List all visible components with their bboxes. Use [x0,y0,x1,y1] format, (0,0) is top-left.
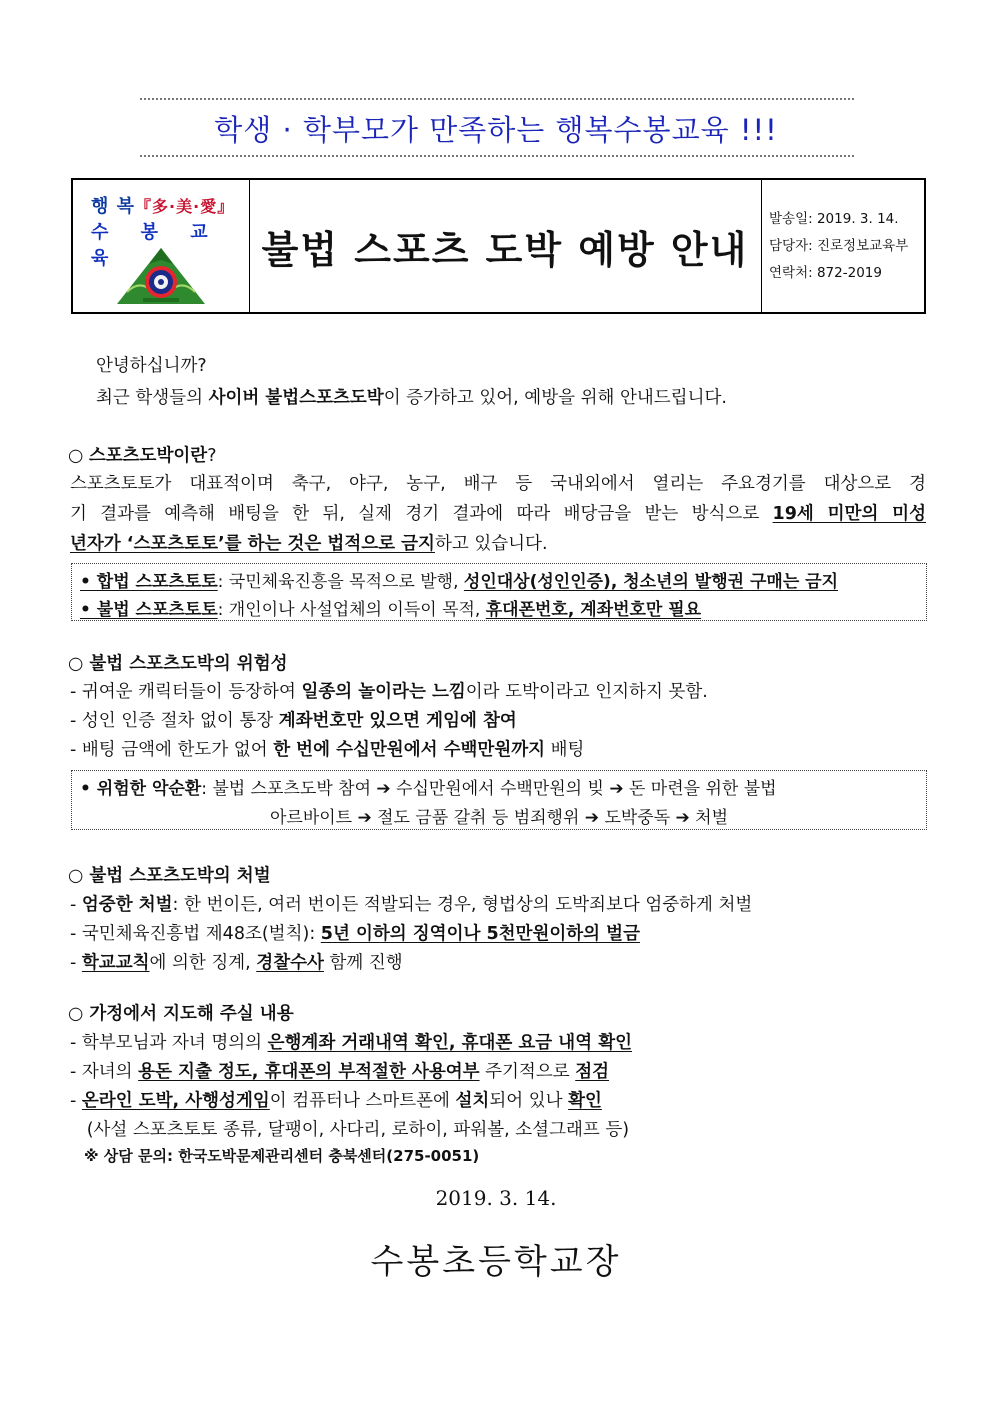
guide-item-2-text: - 자녀의 [70,1062,139,1082]
penalty-item-1 [70,891,752,916]
penalty-item-3-text-end: 함께 진행 [323,953,403,973]
section1-heading-text: 스포츠도박이란 [88,446,208,466]
guide-item-1-text: - 학부모님과 자녀 명의의 [70,1033,268,1053]
risk-item-2-text: - 성인 인증 절차 없이 통장 [70,711,279,731]
section4-heading: ○ 가정에서 지도해 주실 내용 [68,1004,294,1024]
notice-title: 불법 스포츠 도박 예방 안내 [249,180,762,312]
guide-item-3 [70,1087,602,1112]
footer-date: 2019. 3. 14. [435,1186,557,1210]
penalty-item-2 [70,920,640,945]
guide-item-3-text-mid: 되어 있나 [489,1091,569,1111]
greeting: 안녕하십니까? [96,356,207,376]
vicious-cycle-label: • 위험한 악순환 [80,779,202,799]
section1-bullet: ○ [68,446,89,466]
consultation-note: ※ 상담 문의: 한국도박문제관리센터 충북센터(275-0051) [84,1147,480,1165]
guide-item-1 [70,1029,632,1054]
legal-toto-label: • 합법 스포츠토토 [80,572,218,592]
legal-toto-desc: : 국민체육진흥을 목적으로 발행, [217,572,464,592]
meta-contact: 연락처: 872-2019 [769,265,882,281]
meta-date: 발송일: 2019. 3. 14. [769,211,899,227]
guide-item-2-text-mid: 주기적으로 [479,1062,576,1082]
intro-text-end: 이 증가하고 있어, 예방을 위해 안내드립니다. [383,388,727,408]
section1-p2-emphasis: 19세 미만의 미성 [772,504,926,524]
section1-p2-text: 기 결과를 예측해 배팅을 한 뒤, 실제 경기 결과에 따라 배당금을 받는 방식으로 [70,504,773,524]
slogan-bottom-divider [140,155,854,157]
penalty-item-3-school: 학교교칙 [81,953,150,973]
guide-item-3-examples: (사설 스포츠토토 종류, 달팽이, 사다리, 로하이, 파워볼, 소셜그래프 등) [70,1120,630,1140]
guide-item-3-text: 이 컴퓨터나 스마트폰에 [269,1091,456,1111]
penalty-item-1-text: : 한 번이든, 여러 번이든 적발되는 경우, 형법상의 도박죄보다 엄중하게 처벌 [172,895,753,915]
legal-toto-emphasis: 성인대상(성인인증), 청소년의 발행권 구매는 금지 [463,572,839,592]
toto-comparison-box [71,563,927,621]
risk-item-3-text-end: 배팅 [545,740,585,760]
risk-item-3-text: - 배팅 금액에 한도가 없어 [70,740,274,760]
vicious-cycle-text: : 불법 스포츠도박 참여 ➔ 수십만원에서 수백만원의 빚 ➔ 돈 마련을 위한 불법 [201,779,777,799]
notice-meta [761,180,924,312]
meta-person: 담당자: 진로정보교육부 [769,238,909,254]
risk-item-1-text-end: 이라 도박이라고 인지하지 못함. [465,682,708,702]
slogan: 학생 · 학부모가 만족하는 행복수봉교육 !!! [214,113,778,147]
guide-item-2-check: 점검 [575,1062,610,1082]
illegal-toto-emphasis: 휴대폰번호, 계좌번호만 필요 [485,600,702,620]
risk-item-3-emphasis: 한 번에 수십만원에서 수백만원까지 [273,740,546,760]
section1-heading-mark: ? [207,446,217,466]
principal-signature: 수봉초등학교장 [370,1242,622,1282]
risk-item-2 [70,707,517,732]
section1-paragraph-line3 [70,530,548,555]
risk-item-1-emphasis: 일종의 놀이라는 느낌 [301,682,466,702]
logo-line2: 수 봉 교 육 [91,222,221,269]
section1-paragraph-line1: 스포츠토토가 대표적이며 축구, 야구, 농구, 배구 등 국내외에서 열리는 주요경기를 대상으로 경 [70,474,926,494]
legal-toto-row [80,567,838,592]
logo-line1-text: 행 복 [91,196,136,217]
penalty-item-1-dash: - [70,895,82,915]
guide-item-2-emphasis: 용돈 지출 정도, 휴대폰의 부적절한 사용여부 [138,1062,480,1082]
vicious-cycle-row2: 아르바이트 ➔ 절도 금품 갈취 등 범죄행위 ➔ 도박중독 ➔ 처벌 [269,808,729,828]
penalty-item-3-text: 에 의한 징계, [149,953,257,973]
penalty-item-2-emphasis: 5년 이하의 징역이나 5천만원이하의 벌금 [320,924,640,944]
illegal-toto-row [80,595,701,620]
penalty-item-3-dash: - [70,953,82,973]
school-emblem-icon [113,246,209,308]
section2-heading: ○ 불법 스포츠도박의 위험성 [68,654,288,674]
slogan-top-divider [140,98,854,100]
risk-item-3 [70,736,584,761]
risk-item-2-emphasis: 계좌번호만 있으면 게임에 참여 [278,711,517,731]
section1-heading [68,442,216,467]
vicious-cycle-box [71,770,927,830]
vicious-cycle-row1 [80,774,777,799]
illegal-toto-desc: : 개인이나 사설업체의 이득이 목적, [217,600,486,620]
guide-item-1-emphasis: 은행계좌 거래내역 확인, 휴대폰 요금 내역 확인 [267,1033,633,1053]
intro-emphasis: 사이버 불법스포츠도박 [208,388,384,408]
section1-p3-emphasis: 년자가 ‘스포츠토토’를 하는 것은 법적으로 금지 [70,534,435,554]
guide-item-3-install: 설치 [455,1091,490,1111]
school-logo-cell [73,180,250,312]
intro-text: 최근 학생들의 [96,388,209,408]
intro-sentence [96,384,727,409]
penalty-item-3 [70,949,403,974]
notice-header [71,178,926,314]
section3-heading: ○ 불법 스포츠도박의 처벌 [68,866,271,886]
logo-line1-motto: 『多·美·愛』 [135,197,235,216]
penalty-item-2-text: - 국민체육진흥법 제48조(벌칙): [70,924,321,944]
risk-item-1-text: - 귀여운 캐릭터들이 등장하여 [70,682,302,702]
section1-p3-text: 하고 있습니다. [434,534,548,554]
guide-item-3-confirm: 확인 [568,1091,602,1111]
penalty-item-1-emphasis: 엄중한 처벌 [81,895,173,915]
penalty-item-3-police: 경찰수사 [256,953,324,973]
illegal-toto-label: • 불법 스포츠토토 [80,600,218,620]
guide-item-2 [70,1058,609,1083]
section1-paragraph-line2 [70,500,926,525]
guide-item-3-emphasis: 온라인 도박, 사행성게임 [81,1091,270,1111]
guide-item-3-dash: - [70,1091,82,1111]
risk-item-1 [70,678,708,703]
logo-line1 [91,192,234,218]
